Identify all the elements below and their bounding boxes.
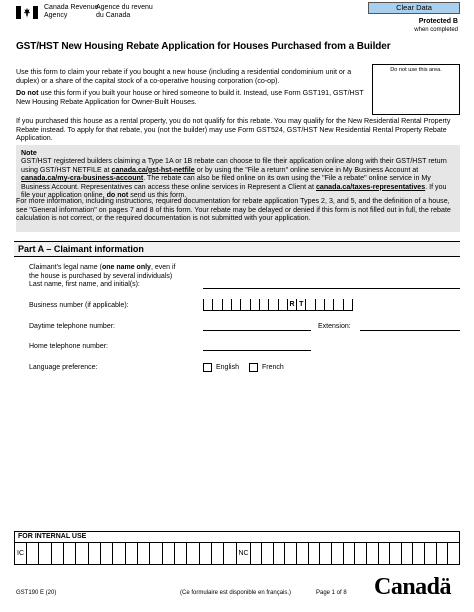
english-checkbox[interactable] [203, 363, 212, 372]
business-number-label: Business number (if applicable): [29, 302, 129, 309]
business-number-input[interactable]: R T [203, 299, 353, 311]
legal-name-input[interactable] [203, 278, 460, 289]
ic-cells[interactable] [26, 543, 236, 565]
canada-flag-icon [16, 6, 38, 19]
note-heading: Note [21, 149, 37, 157]
daytime-phone-input[interactable] [203, 320, 311, 331]
ic-label: IC [17, 550, 24, 557]
home-phone-input[interactable] [203, 340, 311, 351]
do-not-use-area: Do not use this area. [372, 64, 460, 115]
french-checkbox[interactable] [249, 363, 258, 372]
legal-name-label: Claimant's legal name (one name only, even if the house is purchased by several individuals) Last name, first name, and initial(s): [29, 264, 176, 289]
netfile-link[interactable]: canada.ca/gst-hst-netfile [111, 165, 195, 174]
protected-label: Protected B [418, 18, 458, 25]
daytime-phone-label: Daytime telephone number: [29, 323, 115, 330]
english-label: English [216, 364, 239, 371]
french-availability-note: (Ce formulaire est disponible en français.) [180, 590, 292, 596]
intro-paragraph-1: Use this form to claim your rebate if you bought a new house (including a residential condominium unit or a duplex) or a share of the capital stock of a co-operative housing corporation (co-op). [16, 68, 352, 85]
agency-name-en: Canada Revenue Agency [44, 4, 99, 19]
language-label: Language preference: [29, 364, 98, 371]
clear-data-button[interactable]: Clear Data [368, 2, 460, 14]
part-a-heading: Part A – Claimant information [14, 241, 460, 257]
my-business-account-link[interactable]: canada.ca/my-cra-business-account [21, 174, 144, 183]
page-number: Page 1 of 8 [316, 590, 347, 596]
internal-use-heading: FOR INTERNAL USE [15, 532, 459, 543]
canada-wordmark-logo: Canadä [374, 574, 452, 600]
intro-paragraph-2: Do not use this form if you built your house or hired someone to build it. Instead, use Form GST191, GST/HST New Housing Rebate Application for Owner-Built Houses. [16, 89, 364, 106]
nc-cells[interactable] [250, 543, 460, 565]
intro-paragraph-3: If you purchased this house as a rental property, you do not qualify for this rebate. You may qualify for the New Residential Rental Property Rebate instead. To apply for that rebate, you (not the builder) may use Form GST524, GST/HST New Residential Rental Property Rebate Application. [16, 117, 451, 143]
agency-name-fr: Agence du revenu du Canada [96, 4, 153, 19]
french-label: French [262, 364, 284, 371]
form-id: GST190 E (20) [16, 590, 57, 596]
note-text: GST/HST registered builders claiming a Type 1A or 1B rebate can choose to file their application online along with their GST/HST return using GST/HST NETFILE at canada.ca/gst-hst-netfile or by using the "File a return" online service in My Business Account at canada.ca/my-cra-business-account. The rebate can also be filed online on its own using the "File a rebate" online service in My Business Account. Representatives can access these online services in Represent a Client at canada.ca/taxes-representatives. If you file your application online, do not send us this form. [21, 157, 447, 200]
protected-sub-label: when completed [414, 27, 458, 33]
extension-input[interactable] [360, 320, 460, 331]
representatives-link[interactable]: canada.ca/taxes-representatives [315, 182, 426, 191]
home-phone-label: Home telephone number: [29, 343, 108, 350]
more-info-paragraph: For more information, including instructions, required documentation for rebate application Types 2, 3, and 5, and the definition of a house, see "General information" on pages 7 and 8 of this form. Your rebate may be delayed or denied if this form is not filled out in full, the rebate calculation is not correct, or the required documentation is not submitted with your application. [16, 197, 451, 223]
form-title: GST/HST New Housing Rebate Application for Houses Purchased from a Builder [16, 41, 391, 52]
internal-use-box [14, 531, 460, 565]
extension-label: Extension: [318, 323, 351, 330]
nc-label: NC [236, 543, 250, 565]
